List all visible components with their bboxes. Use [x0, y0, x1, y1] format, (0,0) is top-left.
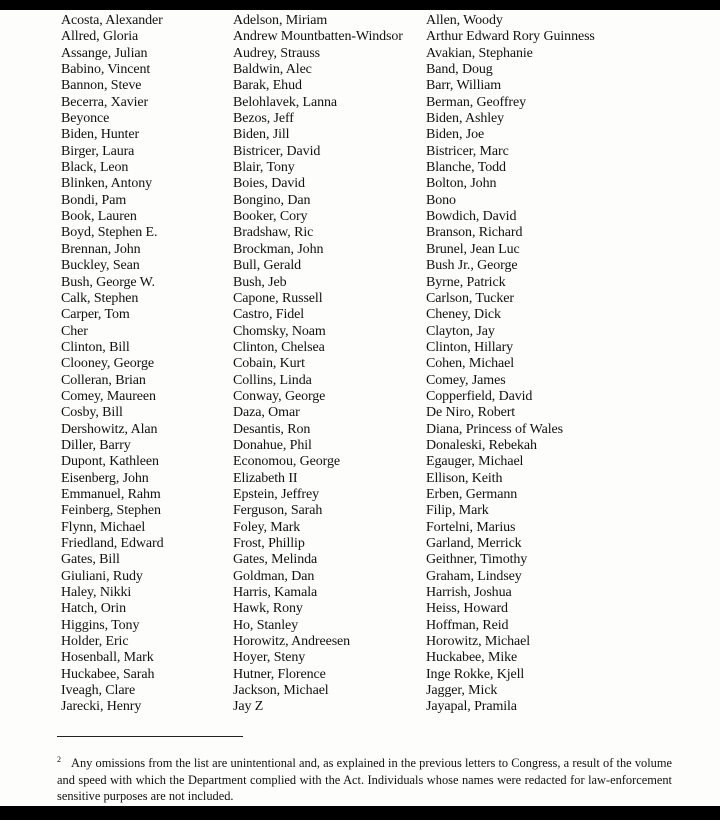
name-entry: Harris, Kamala [233, 585, 318, 601]
footnote-text: Any omissions from the list are unintentional and, as explained in the previous letters to Congress, a result of the volume and speed with which the Department complied with the Act. Individuals whose names were redacted for law-enforcement sensitive purposes are not included. [57, 756, 672, 803]
name-entry: Assange, Julian [61, 45, 148, 61]
name-entry: Boyd, Stephen E. [61, 225, 158, 241]
names-column-1 [61, 13, 164, 716]
name-entry: Desantis, Ron [233, 421, 311, 437]
name-entry: Higgins, Tony [61, 617, 140, 633]
name-entry: Bradshaw, Ric [233, 225, 314, 241]
name-entry: Hoffman, Reid [426, 617, 509, 633]
name-entry: Barak, Ehud [233, 78, 302, 94]
name-entry: Dershowitz, Alan [61, 421, 158, 437]
name-entry: Beyonce [61, 111, 110, 127]
name-entry: Carper, Tom [61, 307, 130, 323]
name-entry: Colleran, Brian [61, 372, 146, 388]
name-entry: Avakian, Stephanie [426, 45, 533, 61]
name-entry: Gates, Bill [61, 552, 120, 568]
name-entry: Ho, Stanley [233, 617, 299, 633]
name-entry: Castro, Fidel [233, 307, 305, 323]
name-entry: Diana, Princess of Wales [426, 421, 563, 437]
name-entry: Bowdich, David [426, 209, 517, 225]
name-entry: Branson, Richard [426, 225, 523, 241]
names-column-2 [233, 13, 403, 716]
name-entry: Allen, Woody [426, 13, 503, 28]
name-entry: Clayton, Jay [426, 323, 495, 339]
name-entry: Andrew Mountbatten-Windsor [233, 29, 403, 45]
footnote-divider [57, 736, 243, 737]
name-entry: Carlson, Tucker [426, 290, 514, 306]
name-entry: Hutner, Florence [233, 666, 326, 682]
name-entry: Biden, Hunter [61, 127, 140, 143]
name-entry: Booker, Cory [233, 209, 308, 225]
name-entry: Elizabeth II [233, 470, 298, 486]
name-entry: Band, Doug [426, 62, 493, 78]
name-entry: Blair, Tony [233, 160, 295, 176]
name-entry: Barr, William [426, 78, 502, 94]
name-entry: Berman, Geoffrey [426, 94, 526, 110]
name-entry: Biden, Joe [426, 127, 485, 143]
name-entry: Comey, Maureen [61, 388, 156, 404]
name-entry: Bezos, Jeff [233, 111, 294, 127]
name-entry: Biden, Jill [233, 127, 290, 143]
name-entry: Jay Z [233, 699, 264, 715]
name-entry: Horowitz, Michael [426, 634, 531, 650]
name-entry: Becerra, Xavier [61, 94, 149, 110]
name-entry: Jarecki, Henry [61, 699, 142, 715]
name-entry: Calk, Stephen [61, 290, 139, 306]
name-entry: Donaleski, Rebekah [426, 437, 537, 453]
name-entry: Inge Rokke, Kjell [426, 666, 525, 682]
name-entry: Huckabee, Mike [426, 650, 518, 666]
name-entry: Byrne, Patrick [426, 274, 506, 290]
name-entry: Heiss, Howard [426, 601, 508, 617]
name-entry: Daza, Omar [233, 405, 300, 421]
name-entry: Eisenberg, John [61, 470, 149, 486]
name-entry: Biden, Ashley [426, 111, 505, 127]
name-entry: Cher [61, 323, 88, 339]
names-column-3 [426, 13, 595, 716]
name-entry: Iveagh, Clare [61, 683, 136, 699]
name-entry: Blinken, Antony [61, 176, 153, 192]
name-entry: Brockman, John [233, 241, 324, 257]
name-entry: Baldwin, Alec [233, 62, 312, 78]
name-entry: Flynn, Michael [61, 519, 146, 535]
name-entry: Jagger, Mick [426, 683, 498, 699]
name-entry: Feinberg, Stephen [61, 503, 161, 519]
name-entry: Ferguson, Sarah [233, 503, 323, 519]
name-entry: Bannon, Steve [61, 78, 142, 94]
name-entry: Emmanuel, Rahm [61, 486, 161, 502]
name-entry: Geithner, Timothy [426, 552, 528, 568]
name-entry: Bush, George W. [61, 274, 155, 290]
name-entry: Acosta, Alexander [61, 13, 163, 28]
name-entry: Clooney, George [61, 356, 154, 372]
name-entry: Hatch, Orin [61, 601, 126, 617]
name-entry: Economou, George [233, 454, 341, 470]
name-entry: Holder, Eric [61, 634, 129, 650]
name-entry: Diller, Barry [61, 437, 131, 453]
name-entry: De Niro, Robert [426, 405, 516, 421]
name-entry: Hoyer, Steny [233, 650, 306, 666]
name-entry: Brennan, John [61, 241, 141, 257]
name-entry: Bush Jr., George [426, 258, 518, 274]
name-entry: Donahue, Phil [233, 437, 312, 453]
name-entry: Harrish, Joshua [426, 585, 512, 601]
name-entry: Clinton, Bill [61, 339, 130, 355]
document-page [0, 10, 720, 806]
name-entry: Arthur Edward Rory Guinness [426, 29, 595, 45]
name-entry: Huckabee, Sarah [61, 666, 155, 682]
name-entry: Allred, Gloria [61, 29, 139, 45]
name-entry: Hawk, Rony [233, 601, 303, 617]
name-entry: Book, Lauren [61, 209, 137, 225]
name-entry: Boies, David [233, 176, 305, 192]
name-entry: Capone, Russell [233, 290, 323, 306]
name-entry: Graham, Lindsey [426, 568, 522, 584]
name-entry: Cheney, Dick [426, 307, 501, 323]
top-black-border [0, 0, 720, 10]
footnote-marker: 2 [57, 755, 61, 764]
name-entry: Bono [426, 192, 456, 208]
name-entry: Bolton, John [426, 176, 497, 192]
name-entry: Babino, Vincent [61, 62, 151, 78]
name-entry: Bull, Gerald [233, 258, 302, 274]
name-entry: Clinton, Hillary [426, 339, 514, 355]
name-entry: Cobain, Kurt [233, 356, 305, 372]
name-entry: Black, Leon [61, 160, 129, 176]
name-entry: Hosenball, Mark [61, 650, 154, 666]
name-entry: Bush, Jeb [233, 274, 287, 290]
bottom-black-border [0, 806, 720, 820]
name-entry: Friedland, Edward [61, 536, 164, 551]
name-entry: Clinton, Chelsea [233, 339, 325, 355]
name-entry: Ellison, Keith [426, 470, 503, 486]
name-entry: Adelson, Miriam [233, 13, 328, 28]
name-entry: Brunel, Jean Luc [426, 241, 520, 257]
name-entry: Copperfield, David [426, 388, 533, 404]
name-entry: Epstein, Jeffrey [233, 486, 320, 502]
name-entry: Frost, Phillip [233, 536, 305, 551]
name-entry: Buckley, Sean [61, 258, 140, 274]
name-entry: Bistricer, David [233, 143, 321, 159]
name-entry: Audrey, Strauss [233, 45, 321, 61]
name-entry: Filip, Mark [426, 503, 489, 519]
name-entry: Comey, James [426, 372, 506, 388]
name-entry: Collins, Linda [233, 372, 312, 388]
name-entry: Erben, Germann [426, 486, 518, 502]
name-entry: Egauger, Michael [426, 454, 524, 470]
name-entry: Jayapal, Pramila [426, 699, 517, 715]
name-entry: Conway, George [233, 388, 326, 404]
name-entry: Bondi, Pam [61, 192, 127, 208]
name-entry: Giuliani, Rudy [61, 568, 143, 584]
name-entry: Cohen, Michael [426, 356, 515, 372]
name-entry: Birger, Laura [61, 143, 135, 159]
name-entry: Haley, Nikki [61, 585, 132, 601]
name-entry: Chomsky, Noam [233, 323, 326, 339]
name-entry: Horowitz, Andreesen [233, 634, 351, 650]
name-entry: Cosby, Bill [61, 405, 123, 421]
name-entry: Bongino, Dan [233, 192, 311, 208]
name-entry: Blanche, Todd [426, 160, 506, 176]
name-entry: Bistricer, Marc [426, 143, 509, 159]
name-entry: Goldman, Dan [233, 568, 315, 584]
name-entry: Gates, Melinda [233, 552, 318, 568]
name-entry: Jackson, Michael [233, 683, 329, 699]
name-entry: Belohlavek, Lanna [233, 94, 338, 110]
name-entry: Foley, Mark [233, 519, 301, 535]
name-entry: Fortelni, Marius [426, 519, 516, 535]
name-entry: Garland, Merrick [426, 536, 522, 551]
footnote [57, 752, 672, 805]
name-entry: Dupont, Kathleen [61, 454, 159, 470]
